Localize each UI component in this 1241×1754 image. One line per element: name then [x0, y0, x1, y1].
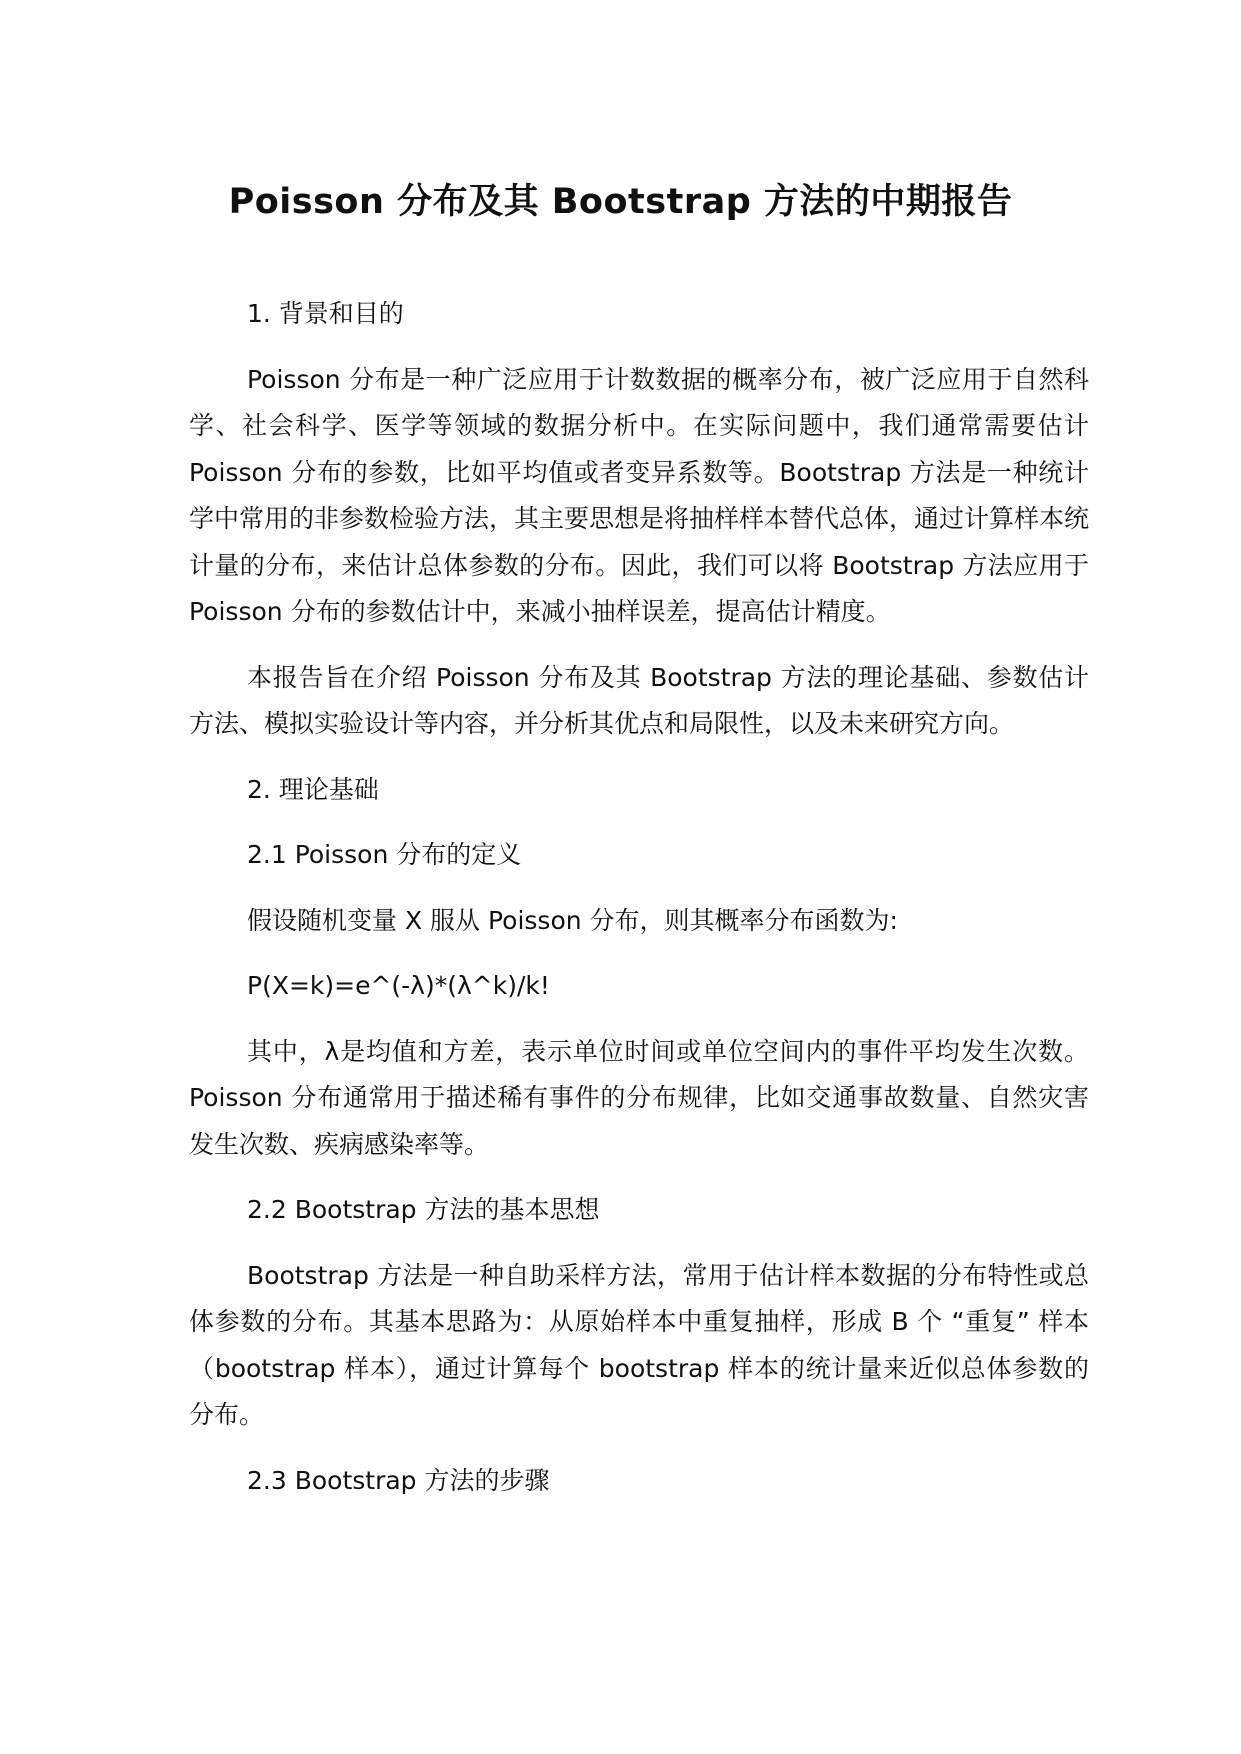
paragraph-background-1: Poisson 分布是一种广泛应用于计数数据的概率分布，被广泛应用于自然科学、社会科学、医学等领域的数据分析中。在实际问题中，我们通常需要估计 Poisson 分布的参数，比如平均值或者变异系数等。Bootstrap 方法是一种统计学中常用的非参数检验方法，其主要思想是将抽样样本替代总体，通过计算样本统计量的分布，来估计总体参数的分布。因此，我们可以将 Bootstrap 方法应用于 Poisson 分布的参数估计中，来减小抽样误差，提高估计精度。 [189, 364, 1090, 626]
subsection-heading-bootstrap-idea: 2.2 Bootstrap 方法的基本思想 [247, 1195, 600, 1224]
section-heading-background: 1. 背景和目的 [247, 299, 404, 328]
paragraph-poisson-definition-intro: 假设随机变量 X 服从 Poisson 分布，则其概率分布函数为: [247, 905, 898, 935]
paragraph-background-2: 本报告旨在介绍 Poisson 分布及其 Bootstrap 方法的理论基础、参数估计方法、模拟实验设计等内容，并分析其优点和局限性，以及未来研究方向。 [189, 662, 1089, 738]
document-title: Poisson 分布及其 Bootstrap 方法的中期报告 [228, 182, 1013, 222]
poisson-formula: P(X=k)=e^(-λ)*(λ^k)/k! [247, 971, 550, 1000]
section-heading-theory: 2. 理论基础 [247, 774, 379, 804]
paragraph-poisson-explanation: 其中，λ是均值和方差，表示单位时间或单位空间内的事件平均发生次数。Poisson 分布通常用于描述稀有事件的分布规律，比如交通事故数量、自然灾害发生次数、疾病感染率等。 [189, 1036, 1089, 1159]
subsection-heading-bootstrap-steps: 2.3 Bootstrap 方法的步骤 [247, 1465, 550, 1495]
subsection-heading-poisson-definition: 2.1 Poisson 分布的定义 [247, 840, 522, 869]
paragraph-bootstrap-idea: Bootstrap 方法是一种自助采样方法，常用于估计样本数据的分布特性或总体参数的分布。其基本思路为：从原始样本中重复抽样，形成 B 个 “重复” 样本（bootstrap 样本），通过计算每个 bootstrap 样本的统计量来近似总体参数的分布。 [189, 1260, 1089, 1429]
document-body [189, 291, 1089, 1523]
